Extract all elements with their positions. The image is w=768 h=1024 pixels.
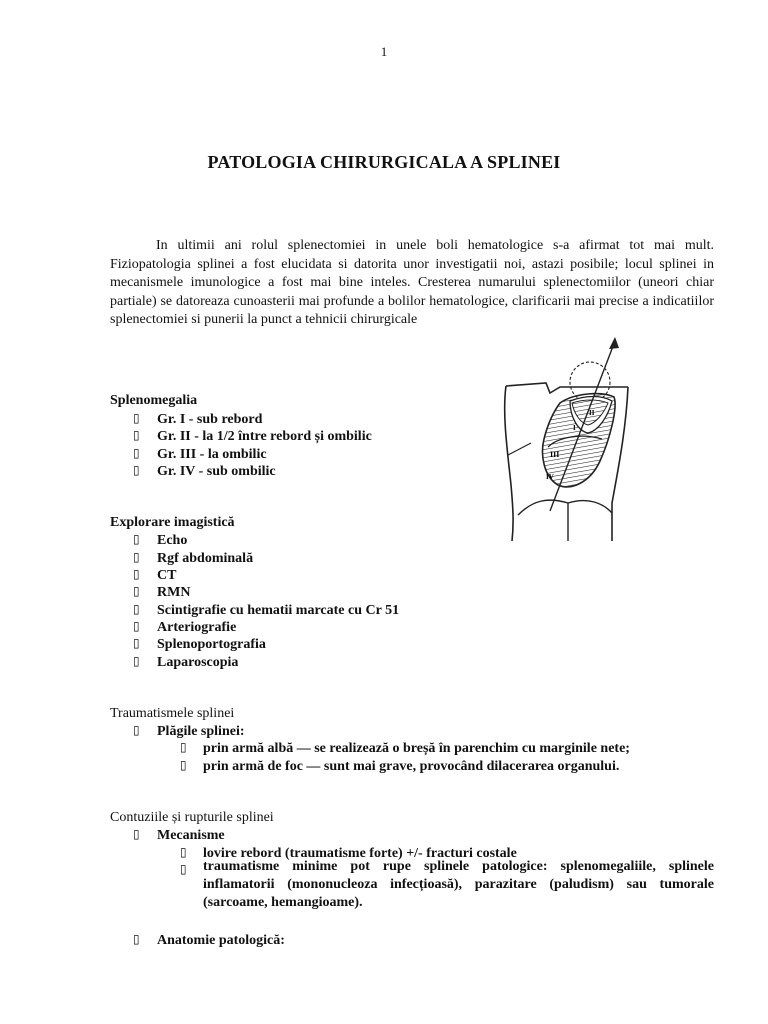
bullet-icon: ▯ xyxy=(133,567,140,581)
bullet-icon: ▯ xyxy=(133,636,140,650)
bullet-icon: ▯ xyxy=(133,827,140,841)
page-title: PATOLOGIA CHIRURGICALA A SPLINEI xyxy=(207,152,561,172)
spleen-grades-figure xyxy=(478,335,638,545)
bullet-icon: ▯ xyxy=(133,723,140,737)
bullet-icon: ▯ xyxy=(180,740,187,754)
bullet-icon: ▯ xyxy=(180,845,187,859)
bullet-icon: ▯ xyxy=(133,654,140,668)
bullet-icon: ▯ xyxy=(133,532,140,546)
bullet-icon: ▯ xyxy=(133,619,140,633)
bullet-icon: ▯ xyxy=(133,932,140,946)
list-item-text: traumatisme minime pot rupe splinele patologice: splenomegaliile, splinele inflamatorii (mononucleoza infecțioasă), parazitare (paludism) sau tumorale (sarcoame, hemangioame). xyxy=(203,859,714,910)
bullet-icon: ▯ xyxy=(133,411,140,425)
bullet-icon: ▯ xyxy=(180,862,187,876)
intro-paragraph: In ultimii ani rolul splenectomiei in unele boli hematologice s-a afirmat tot mai mult. Fiziopatologia splinei a fost elucidata si datorita unor investigatii noi, astazi posibile; locul splinei in mecanismele imunologice a fost mai bine inteles. Cresterea numarului splenectomiilor (uneori chiar partiale) se datoreaza cunoasterii mai profunde a bolilor hematologice, clarificarii mai precise a indicatiilor splenectomiei si punerii la punct a tehnicii chirurgicale xyxy=(110,238,714,328)
section-heading-explorare: Explorare imagistică xyxy=(110,515,235,530)
bullet-icon: ▯ xyxy=(133,584,140,598)
section-heading-splenomegalia: Splenomegalia xyxy=(110,393,198,408)
bullet-icon: ▯ xyxy=(133,550,140,564)
page-number: 1 xyxy=(380,44,388,59)
bullet-icon: ▯ xyxy=(133,428,140,442)
bullet-icon: ▯ xyxy=(133,446,140,460)
section-heading-traumatisme: Traumatismele splinei xyxy=(110,706,235,721)
section-heading-contuzii: Contuziile și rupturile splinei xyxy=(110,810,274,825)
bullet-icon: ▯ xyxy=(133,463,140,477)
label-grade-2: II xyxy=(589,409,595,417)
label-grade-1: I xyxy=(573,424,576,432)
label-grade-4: IV xyxy=(546,473,554,481)
bullet-icon: ▯ xyxy=(180,758,187,772)
label-grade-3: III xyxy=(550,450,560,459)
bullet-icon: ▯ xyxy=(133,602,140,616)
